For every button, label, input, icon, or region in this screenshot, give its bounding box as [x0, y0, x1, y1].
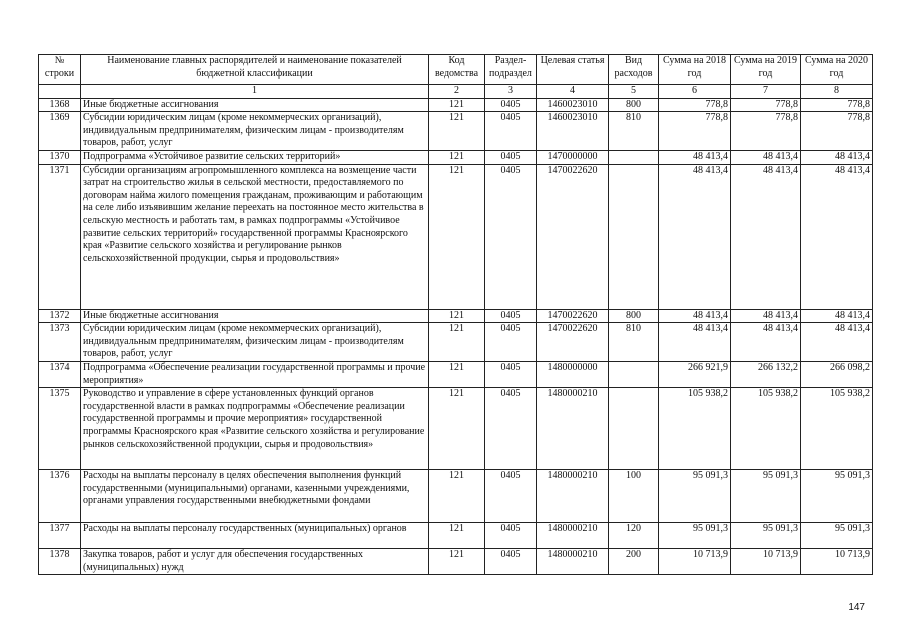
row-sum-2019-cell: 48 413,4	[731, 150, 801, 164]
row-expense-type-cell	[609, 150, 659, 164]
row-number-cell: 1368	[39, 98, 81, 112]
row-sum-2018-cell: 48 413,4	[659, 309, 731, 323]
header-name: Наименование главных распорядителей и наименование показателей бюджетной классификации	[81, 55, 429, 85]
row-dept-code-cell: 121	[429, 323, 485, 362]
header-row-number: № строки	[39, 55, 81, 85]
row-sum-2019-cell: 95 091,3	[731, 470, 801, 523]
header-dept-code: Код ведомства	[429, 55, 485, 85]
row-sum-2018-cell: 95 091,3	[659, 523, 731, 549]
row-sum-2018-cell: 48 413,4	[659, 323, 731, 362]
row-sum-2019-cell: 48 413,4	[731, 309, 801, 323]
row-dept-code-cell: 121	[429, 523, 485, 549]
row-sum-2019-cell: 48 413,4	[731, 323, 801, 362]
row-name-cell: Субсидии юридическим лицам (кроме некоммерческих организаций), индивидуальным предпринимателям, физическим лицам - производителям товаров, работ, услуг	[81, 112, 429, 151]
row-expense-type-cell: 100	[609, 470, 659, 523]
row-name-cell: Субсидии юридическим лицам (кроме некоммерческих организаций), индивидуальным предпринимателям, физическим лицам - производителям товаров, работ, услуг	[81, 323, 429, 362]
column-index: 8	[801, 85, 873, 99]
row-section-cell: 0405	[485, 150, 537, 164]
row-dept-code-cell: 121	[429, 150, 485, 164]
row-sum-2019-cell: 10 713,9	[731, 549, 801, 575]
row-expense-type-cell: 120	[609, 523, 659, 549]
row-sum-2020-cell: 778,8	[801, 112, 873, 151]
row-expense-type-cell	[609, 388, 659, 470]
row-target-article-cell: 1470022620	[537, 164, 609, 309]
row-target-article-cell: 1480000210	[537, 470, 609, 523]
row-target-article-cell: 1460023010	[537, 98, 609, 112]
row-number-cell: 1376	[39, 470, 81, 523]
row-target-article-cell: 1470000000	[537, 150, 609, 164]
row-section-cell: 0405	[485, 164, 537, 309]
row-sum-2020-cell: 266 098,2	[801, 361, 873, 387]
row-sum-2020-cell: 95 091,3	[801, 523, 873, 549]
header-target-article: Целевая статья	[537, 55, 609, 85]
row-dept-code-cell: 121	[429, 470, 485, 523]
row-name-cell: Подпрограмма «Обеспечение реализации государственной программы и прочие мероприятия»	[81, 361, 429, 387]
row-number-cell: 1378	[39, 549, 81, 575]
row-sum-2018-cell: 105 938,2	[659, 388, 731, 470]
row-number-cell: 1370	[39, 150, 81, 164]
row-dept-code-cell: 121	[429, 549, 485, 575]
table-row	[39, 388, 873, 470]
budget-table	[38, 54, 873, 575]
row-sum-2018-cell: 10 713,9	[659, 549, 731, 575]
row-target-article-cell: 1460023010	[537, 112, 609, 151]
row-expense-type-cell: 800	[609, 98, 659, 112]
row-dept-code-cell: 121	[429, 164, 485, 309]
row-section-cell: 0405	[485, 549, 537, 575]
column-index: 5	[609, 85, 659, 99]
header-expense-type: Вид расходов	[609, 55, 659, 85]
table-row	[39, 523, 873, 549]
column-index: 4	[537, 85, 609, 99]
row-number-cell: 1373	[39, 323, 81, 362]
row-sum-2018-cell: 48 413,4	[659, 164, 731, 309]
row-number-cell: 1374	[39, 361, 81, 387]
row-section-cell: 0405	[485, 388, 537, 470]
table-row	[39, 323, 873, 362]
row-sum-2020-cell: 105 938,2	[801, 388, 873, 470]
row-target-article-cell: 1480000210	[537, 549, 609, 575]
table-row	[39, 470, 873, 523]
row-dept-code-cell: 121	[429, 98, 485, 112]
row-section-cell: 0405	[485, 523, 537, 549]
row-expense-type-cell: 800	[609, 309, 659, 323]
row-section-cell: 0405	[485, 112, 537, 151]
table-row	[39, 98, 873, 112]
row-section-cell: 0405	[485, 309, 537, 323]
table-row	[39, 361, 873, 387]
row-number-cell: 1372	[39, 309, 81, 323]
row-sum-2019-cell: 48 413,4	[731, 164, 801, 309]
row-dept-code-cell: 121	[429, 388, 485, 470]
table-row	[39, 164, 873, 309]
row-sum-2019-cell: 266 132,2	[731, 361, 801, 387]
row-sum-2019-cell: 778,8	[731, 98, 801, 112]
row-expense-type-cell	[609, 361, 659, 387]
header-sum-2020: Сумма на 2020 год	[801, 55, 873, 85]
table-header-row	[39, 55, 873, 85]
table-row	[39, 112, 873, 151]
row-section-cell: 0405	[485, 98, 537, 112]
row-sum-2020-cell: 48 413,4	[801, 164, 873, 309]
row-expense-type-cell	[609, 164, 659, 309]
row-dept-code-cell: 121	[429, 361, 485, 387]
row-target-article-cell: 1480000210	[537, 388, 609, 470]
row-number-cell: 1369	[39, 112, 81, 151]
row-sum-2020-cell: 48 413,4	[801, 323, 873, 362]
row-name-cell: Расходы на выплаты персоналу государственных (муниципальных) органов	[81, 523, 429, 549]
row-target-article-cell: 1480000210	[537, 523, 609, 549]
row-sum-2018-cell: 778,8	[659, 98, 731, 112]
row-sum-2018-cell: 48 413,4	[659, 150, 731, 164]
row-number-cell: 1371	[39, 164, 81, 309]
column-index: 3	[485, 85, 537, 99]
row-number-cell: 1375	[39, 388, 81, 470]
row-name-cell: Расходы на выплаты персоналу в целях обеспечения выполнения функций государственными (муниципальными) органами, казенными учреждениями, органами управления государственными внебюджетными фондами	[81, 470, 429, 523]
row-target-article-cell: 1480000000	[537, 361, 609, 387]
column-index: 6	[659, 85, 731, 99]
row-name-cell: Субсидии организациям агропромышленного комплекса на возмещение части затрат на строительство жилья в сельской местности, предоставляемого по договорам найма жилого помещения гражданам, проживающим и работающим на селе либо изъявившим желание переехать на постоянное место жительства в сельскую местность и работать там, в рамках подпрограммы «Устойчивое развитие сельских территорий» государственной программы Красноярского края «Развитие сельского хозяйства и регулирование рынков сельскохозяйственной продукции, сырья и продовольствия»	[81, 164, 429, 309]
column-index: 7	[731, 85, 801, 99]
header-section: Раздел-подраздел	[485, 55, 537, 85]
row-dept-code-cell: 121	[429, 309, 485, 323]
row-name-cell: Подпрограмма «Устойчивое развитие сельских территорий»	[81, 150, 429, 164]
row-sum-2020-cell: 48 413,4	[801, 150, 873, 164]
row-target-article-cell: 1470022620	[537, 323, 609, 362]
header-sum-2018: Сумма на 2018 год	[659, 55, 731, 85]
table-row	[39, 150, 873, 164]
row-name-cell: Закупка товаров, работ и услуг для обеспечения государственных (муниципальных) нужд	[81, 549, 429, 575]
row-sum-2018-cell: 95 091,3	[659, 470, 731, 523]
row-section-cell: 0405	[485, 323, 537, 362]
column-index-row	[39, 85, 873, 99]
table-row	[39, 549, 873, 575]
table-row	[39, 309, 873, 323]
row-sum-2020-cell: 95 091,3	[801, 470, 873, 523]
column-index	[39, 85, 81, 99]
column-index: 2	[429, 85, 485, 99]
row-sum-2020-cell: 48 413,4	[801, 309, 873, 323]
row-number-cell: 1377	[39, 523, 81, 549]
row-sum-2018-cell: 266 921,9	[659, 361, 731, 387]
row-expense-type-cell: 200	[609, 549, 659, 575]
row-sum-2018-cell: 778,8	[659, 112, 731, 151]
page-number: 147	[848, 602, 865, 613]
row-sum-2020-cell: 778,8	[801, 98, 873, 112]
row-sum-2019-cell: 105 938,2	[731, 388, 801, 470]
row-expense-type-cell: 810	[609, 112, 659, 151]
row-name-cell: Иные бюджетные ассигнования	[81, 309, 429, 323]
row-name-cell: Иные бюджетные ассигнования	[81, 98, 429, 112]
row-dept-code-cell: 121	[429, 112, 485, 151]
row-sum-2019-cell: 778,8	[731, 112, 801, 151]
row-sum-2020-cell: 10 713,9	[801, 549, 873, 575]
column-index: 1	[81, 85, 429, 99]
header-sum-2019: Сумма на 2019 год	[731, 55, 801, 85]
row-section-cell: 0405	[485, 361, 537, 387]
row-section-cell: 0405	[485, 470, 537, 523]
row-target-article-cell: 1470022620	[537, 309, 609, 323]
row-sum-2019-cell: 95 091,3	[731, 523, 801, 549]
row-expense-type-cell: 810	[609, 323, 659, 362]
row-name-cell: Руководство и управление в сфере установленных функций органов государственной власти в рамках подпрограммы «Обеспечение реализации государственной программы и прочие мероприятия» государственной программы Красноярского края «Развитие сельского хозяйства и регулирование рынков сельскохозяйственной продукции, сырья и продовольствия»	[81, 388, 429, 470]
